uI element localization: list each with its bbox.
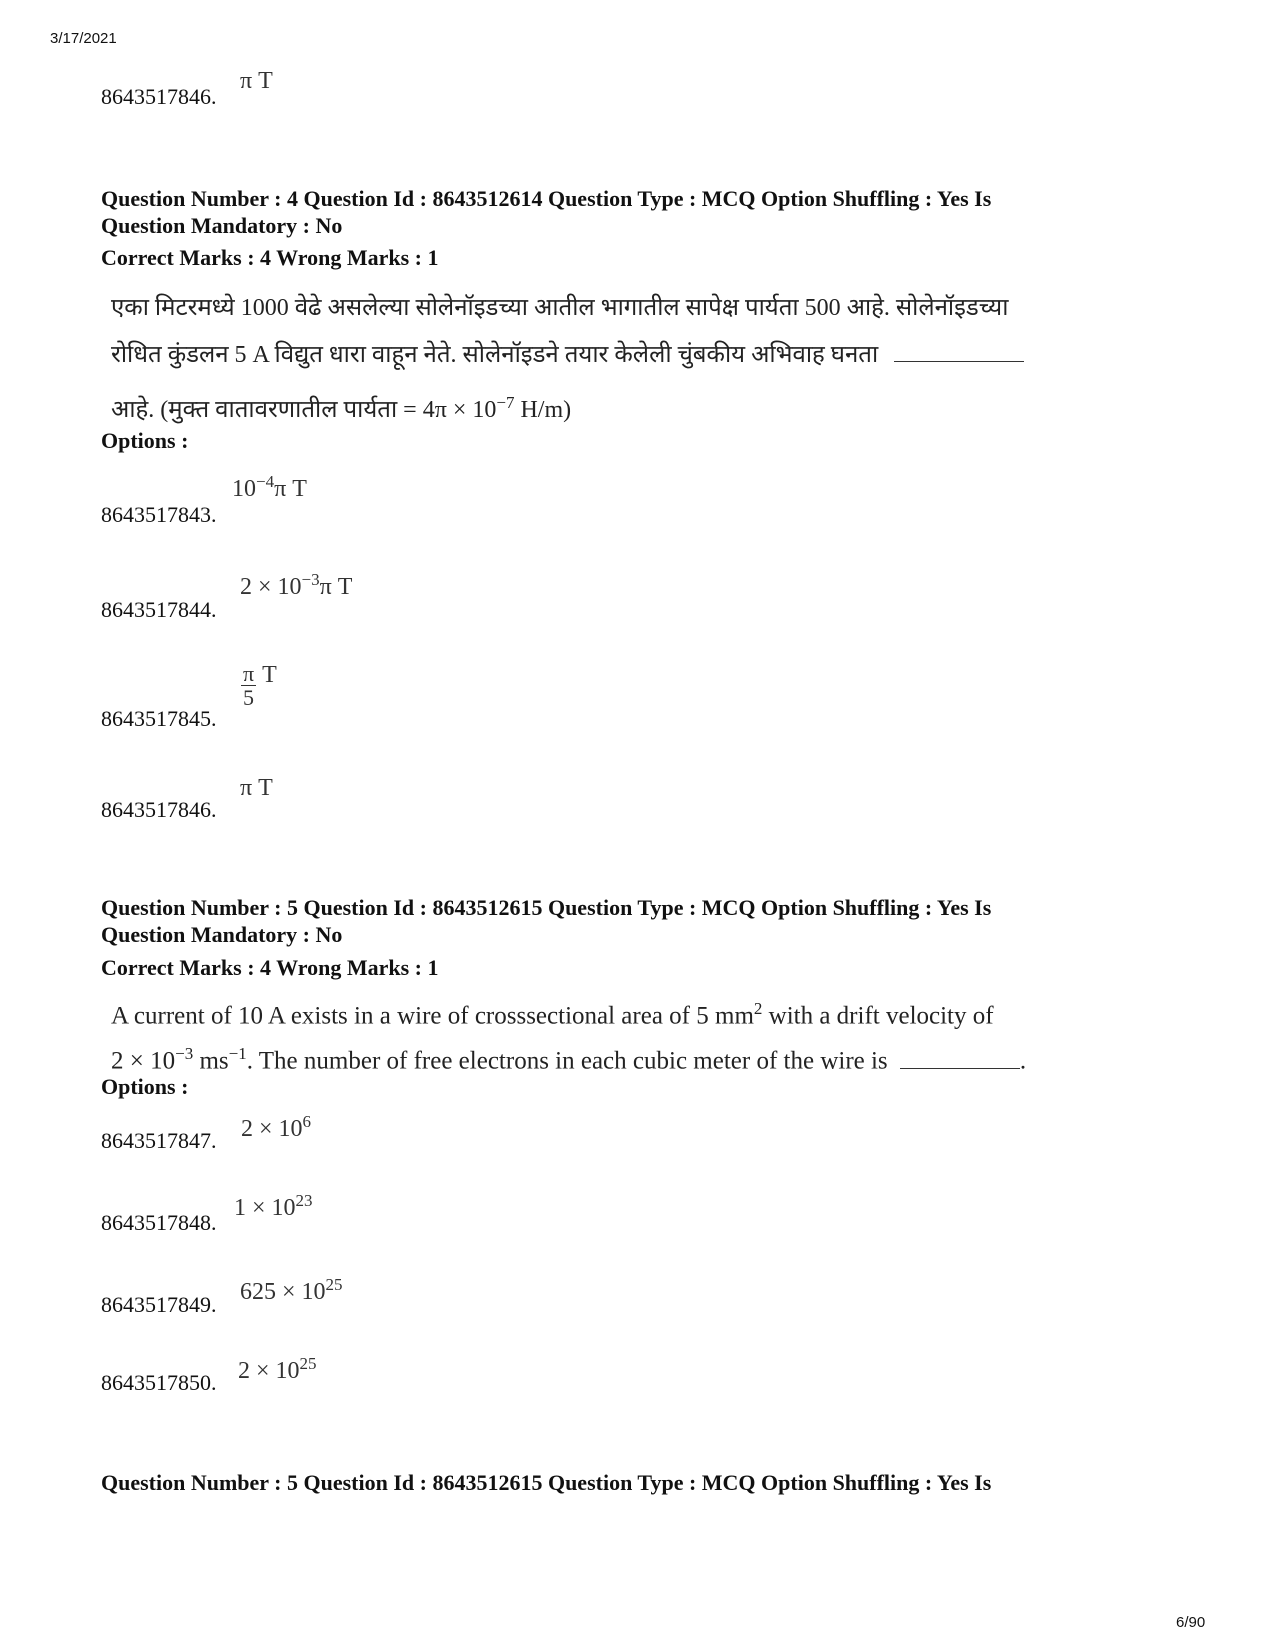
question-4-text: [111, 285, 1191, 434]
print-date: 3/17/2021: [50, 30, 117, 47]
question-5-text-line2-end: .: [1019, 1047, 1027, 1075]
question-5-marks: Correct Marks : 4 Wrong Marks : 1: [101, 955, 439, 980]
question-5-text-line1-end: with a drift velocity of: [762, 1002, 994, 1030]
question-4-text-line1: एका मिटरमध्ये 1000 वेढे असलेल्या सोलेनॉइडच्या आतील भागातील सापेक्ष पार्यता 500 आहे. सोलेनॉइडच्या: [111, 295, 1009, 321]
question-4-header-line2: Question Mandatory : No: [101, 213, 343, 238]
option-id: 8643517844.: [101, 597, 217, 622]
option-id: 8643517850.: [101, 1370, 217, 1395]
option-value: [232, 472, 307, 503]
option-id: 8643517845.: [101, 706, 217, 731]
question-5-text-line2-a: 2 × 10: [111, 1047, 176, 1075]
option-base: 2 × 10: [238, 1358, 300, 1384]
question-5-text-line2: [111, 1035, 1191, 1080]
option-value: [240, 1275, 343, 1306]
question-5-text: [111, 990, 1191, 1081]
question-5-header-line1: Question Number : 5 Question Id : 8643512615 Question Type : MCQ Option Shuffling : Yes Is: [101, 895, 992, 920]
option-exponent: 6: [302, 1112, 312, 1131]
exponent: −7: [496, 393, 515, 412]
question-5-header-line2: Question Mandatory : No: [101, 922, 343, 947]
option-value: [241, 1112, 311, 1143]
answer-blank: [894, 360, 1024, 362]
option-exponent: −3: [301, 570, 320, 589]
option-value: [241, 662, 277, 709]
question-5-repeat-header-line1: Question Number : 5 Question Id : 8643512615 Question Type : MCQ Option Shuffling : Yes Is: [101, 1470, 992, 1495]
question-4-text-line3-content: आहे. (मुक्त वातावरणातील पार्यता = 4π × 10: [111, 397, 497, 423]
option-id: 8643517848.: [101, 1210, 217, 1235]
option-base: 10: [232, 476, 256, 502]
question-4-marks: Correct Marks : 4 Wrong Marks : 1: [101, 245, 439, 270]
question-4-text-line2: [111, 332, 1191, 379]
answer-blank: [900, 1067, 1020, 1069]
question-4-header-line1: Question Number : 4 Question Id : 8643512614 Question Type : MCQ Option Shuffling : Yes Is: [101, 186, 992, 211]
unit: H/m): [514, 397, 572, 423]
option-id: 8643517849.: [101, 1292, 217, 1317]
option-value: [238, 1354, 317, 1385]
option-base: 2 × 10: [241, 1116, 303, 1142]
option-base: 1 × 10: [234, 1195, 296, 1221]
exponent: −1: [228, 1044, 247, 1064]
option-exponent: −4: [256, 472, 275, 491]
option-rest: π T: [274, 476, 307, 502]
question-5-text-line1: [111, 990, 1191, 1035]
option-id: 8643517846.: [101, 84, 217, 109]
option-exponent: 25: [325, 1275, 343, 1294]
question-5-text-line2-c: . The number of free electrons in each cubic meter of the wire is: [246, 1047, 888, 1075]
option-rest: π T: [319, 574, 353, 600]
option-rest: T: [262, 662, 277, 688]
exponent: 2: [753, 999, 763, 1018]
option-id: 8643517846.: [101, 797, 217, 822]
question-5-text-line1-content: A current of 10 A exists in a wire of crosssectional area of 5 mm: [111, 1002, 754, 1030]
option-value: π T: [240, 775, 273, 801]
fraction-numerator: π: [243, 661, 255, 686]
question-4-options-label: Options :: [101, 428, 189, 453]
option-id: 8643517843.: [101, 502, 217, 527]
option-id: 8643517847.: [101, 1128, 217, 1153]
option-base: 625 × 10: [240, 1279, 326, 1305]
question-4-text-line3: [111, 379, 1191, 434]
option-base: 2 × 10: [240, 574, 302, 600]
question-5-options-label: Options :: [101, 1074, 189, 1099]
option-fraction: [241, 662, 256, 709]
exponent: −3: [175, 1044, 194, 1064]
question-4-text-line2-content: रोधित कुंडलन 5 A विद्युत धारा वाहून नेते. सोलेनॉइडने तयार केलेली चुंबकीय अभिवाह घनता: [111, 342, 879, 368]
option-value: [240, 570, 352, 601]
fraction-denominator: 5: [243, 685, 255, 711]
page-number: 6/90: [1176, 1614, 1206, 1631]
question-5-text-line2-b: ms: [193, 1047, 229, 1075]
option-value: [234, 1191, 313, 1222]
option-exponent: 25: [299, 1354, 317, 1373]
option-value: π T: [240, 68, 273, 94]
option-exponent: 23: [295, 1191, 313, 1210]
